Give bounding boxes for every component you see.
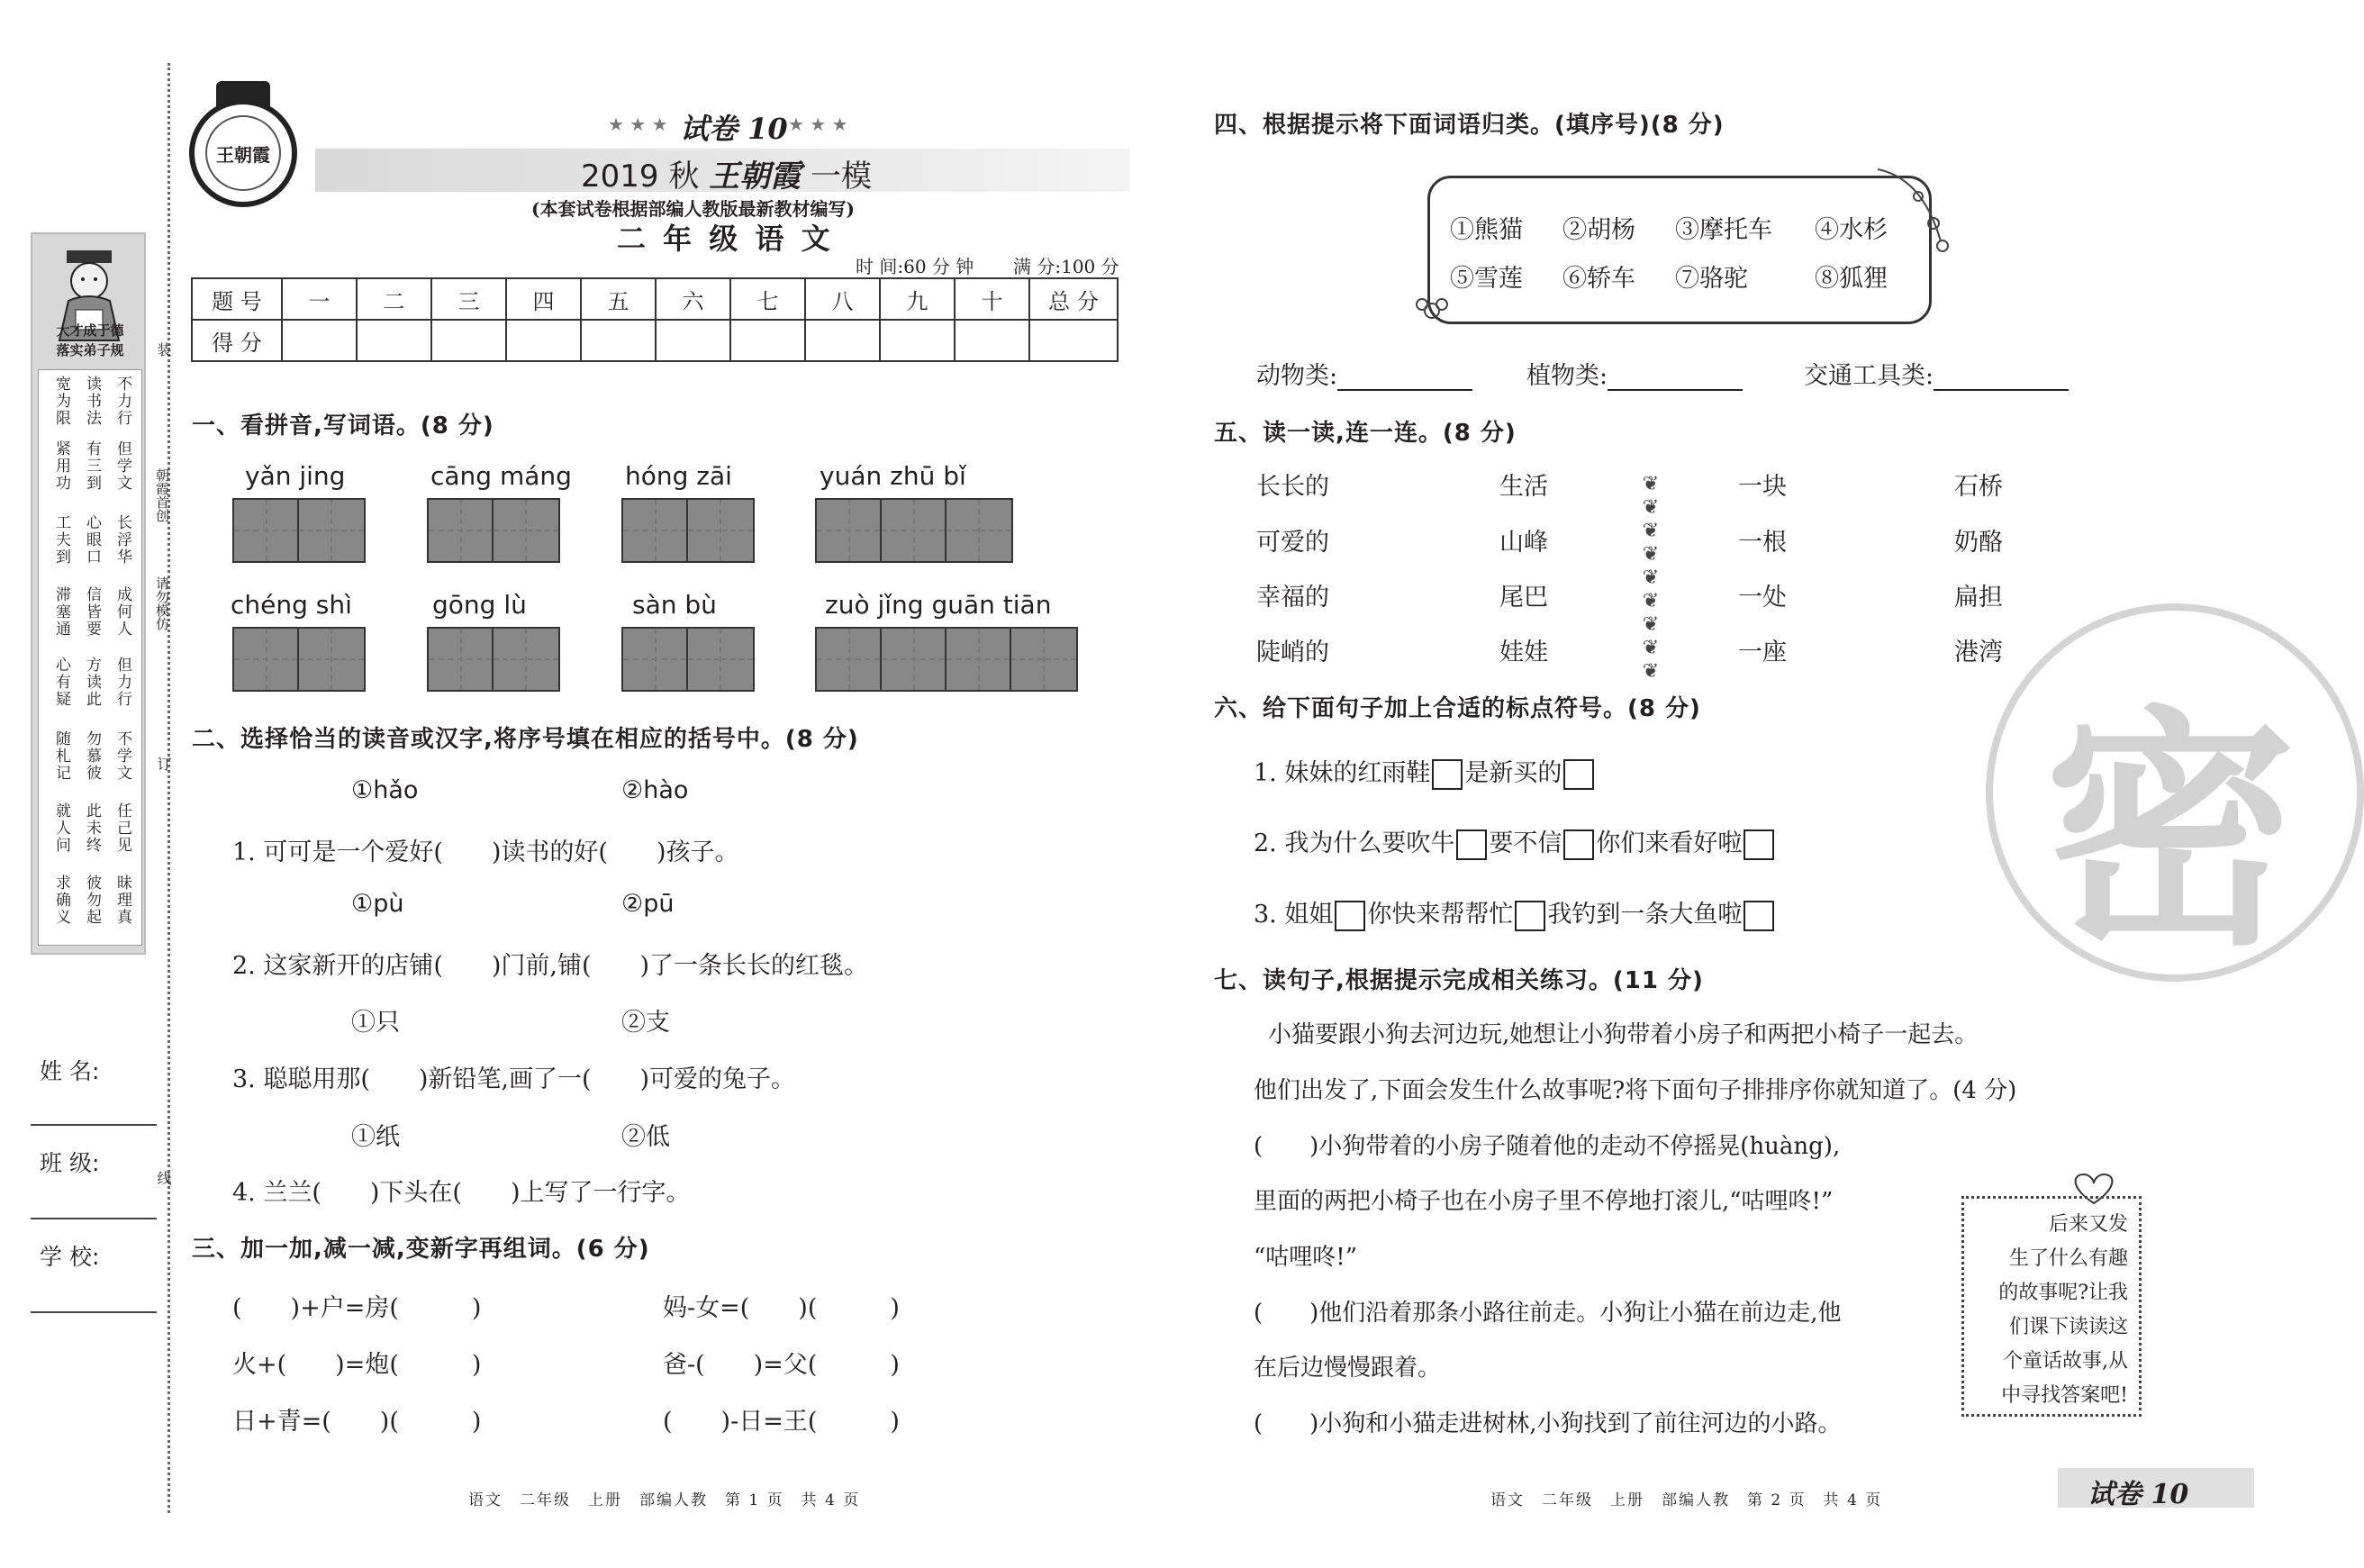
punct-box[interactable]	[1456, 829, 1487, 860]
match-item[interactable]: 山峰	[1499, 529, 1548, 557]
sentence-part: 2. 我为什么要吹牛	[1254, 829, 1455, 857]
match-item[interactable]: 石桥	[1954, 473, 2003, 501]
grade-subject: 二 年 级 语 文	[617, 222, 834, 256]
title-brand: 王朝霞	[709, 159, 802, 195]
q3-item[interactable]: 日+青=( )( )	[232, 1408, 482, 1436]
rule-col: 长浮华	[113, 514, 131, 566]
word-bank-box	[1427, 176, 1932, 324]
sentence-part: 3. 姐姐	[1254, 901, 1334, 929]
match-item[interactable]: 可爱的	[1256, 529, 1329, 557]
q2-option: ①pù	[351, 890, 404, 918]
col-header: 一	[282, 278, 357, 320]
col-header: 七	[730, 278, 805, 320]
match-item[interactable]: 一根	[1738, 529, 1787, 557]
writing-grid[interactable]	[427, 498, 560, 563]
q3-item[interactable]: ( )-日=王( )	[663, 1408, 900, 1436]
tip-line: 们课下读读这	[2008, 1316, 2128, 1338]
motto-line-1: 大才成于德	[56, 322, 124, 339]
seal-mark-original: 朝霞首创	[154, 468, 170, 522]
binding-dotted-line	[168, 63, 170, 1513]
score-cell[interactable]	[656, 320, 730, 361]
rule-col: 滞塞通	[52, 586, 70, 638]
pinyin: gōng lù	[432, 590, 527, 620]
pinyin: cāng máng	[430, 461, 572, 491]
rule-col: 就人问	[52, 802, 70, 854]
sentence-part: 是新买的	[1464, 759, 1562, 787]
answer-blank[interactable]	[1934, 367, 2069, 391]
match-item[interactable]: 长长的	[1256, 473, 1329, 501]
q7-line: “咕哩咚!”	[1254, 1244, 1358, 1271]
score-cell[interactable]	[880, 320, 955, 361]
sentence-part: 你快来帮帮忙	[1367, 901, 1514, 929]
logo-text: 王朝霞	[205, 115, 281, 191]
score-table	[191, 277, 1119, 362]
word-item: ⑦骆驼	[1675, 265, 1748, 293]
punct-box[interactable]	[1563, 829, 1594, 860]
pinyin: sàn bù	[632, 590, 717, 620]
punct-box[interactable]	[1335, 901, 1365, 931]
sentence-part: 你们来看好啦	[1596, 829, 1743, 857]
match-item[interactable]: 一处	[1738, 584, 1787, 612]
q2-heading: 二、选择恰当的读音或汉字,将序号填在相应的括号中。(8 分)	[192, 726, 859, 753]
q7-heading: 七、读句子,根据提示完成相关练习。(11 分)	[1214, 967, 1704, 994]
word-item: ⑤雪莲	[1450, 265, 1523, 293]
rule-col: 工夫到	[52, 514, 70, 566]
col-header: 三	[431, 278, 506, 320]
title-prefix: 2019 秋	[581, 159, 700, 195]
motto-line-2: 落实弟子规	[56, 342, 124, 358]
q2-option: ②支	[621, 1009, 670, 1037]
punct-box[interactable]	[1744, 901, 1774, 931]
rule-col: 信皆要	[83, 586, 101, 638]
match-item[interactable]: 陡峭的	[1256, 639, 1329, 666]
match-item[interactable]: 幸福的	[1256, 584, 1329, 612]
q2-option: ①hǎo	[351, 776, 419, 804]
flower-corner-icon	[1409, 288, 1454, 333]
q4-heading: 四、根据提示将下面词语归类。(填序号)(8 分)	[1214, 112, 1725, 139]
word-item: ③摩托车	[1675, 216, 1772, 244]
rule-col: 任己见	[113, 802, 131, 854]
tip-line: 生了什么有趣	[2008, 1247, 2128, 1270]
vine-divider-icon: ❦ ❦ ❦ ❦ ❦ ❦ ❦ ❦ ❦	[1642, 473, 1660, 683]
rule-col: 心眼口	[83, 514, 101, 566]
category-label: 动物类:	[1256, 362, 1338, 390]
score-cell[interactable]	[282, 320, 357, 361]
word-item: ④水杉	[1815, 216, 1888, 244]
rule-col: 昧理真	[113, 875, 131, 926]
score-cell[interactable]	[357, 320, 431, 361]
seal-mark-zhuang: 装	[155, 342, 172, 357]
badge-label: 试卷 10	[2088, 1479, 2189, 1510]
rule-col: 心有疑	[52, 657, 70, 708]
q2-item[interactable]: 3. 聪聪用那( )新铅笔,画了一( )可爱的兔子。	[232, 1065, 796, 1093]
q2-option: ①只	[351, 1009, 400, 1037]
punct-box[interactable]	[1432, 759, 1463, 790]
pinyin: yǎn jing	[245, 461, 346, 491]
tip-line: 后来又发	[2048, 1213, 2128, 1236]
writing-grid[interactable]	[232, 498, 366, 563]
time-label: 时 间:60 分 钟	[856, 256, 974, 277]
rule-col: 紧用功	[52, 440, 70, 492]
match-item[interactable]: 娃娃	[1499, 639, 1548, 666]
q7-order-item[interactable]: ( )小狗和小猫走进树林,小狗找到了前往河边的小路。	[1254, 1410, 1842, 1437]
col-header: 总 分	[1029, 278, 1118, 320]
rule-col: 有三到	[83, 440, 101, 492]
subtitle: (本套试卷根据部编人教版最新教材编写)	[531, 198, 855, 220]
punct-box[interactable]	[1744, 829, 1774, 860]
rule-col: 成何人	[113, 586, 131, 638]
brand-logo	[189, 99, 297, 207]
school-label: 学 校:	[40, 1244, 100, 1270]
q2-option: ①纸	[351, 1123, 400, 1151]
q3-item[interactable]: 妈-女=( )( )	[663, 1294, 900, 1322]
sentence-part: 1. 妹妹的红雨鞋	[1254, 759, 1431, 787]
score-cell[interactable]	[1029, 320, 1118, 361]
q2-item[interactable]: 4. 兰兰( )下头在( )上写了一行字。	[232, 1179, 691, 1207]
col-header: 十	[955, 278, 1029, 320]
score-cell[interactable]	[581, 320, 656, 361]
rules-panel	[38, 369, 142, 946]
col-header: 六	[656, 278, 730, 320]
rule-col: 但学文	[113, 440, 131, 492]
q3-item[interactable]: 火+( )=炮( )	[232, 1351, 482, 1379]
school-input-line[interactable]	[31, 1311, 157, 1313]
series-label: 试卷 10	[680, 112, 788, 146]
col-header: 九	[880, 278, 955, 320]
writing-grid[interactable]	[621, 627, 755, 692]
rule-col: 不学文	[113, 730, 131, 782]
name-input-line[interactable]	[31, 1124, 157, 1126]
sentence-part: 我钓到一条大鱼啦	[1547, 901, 1743, 929]
seal-mark-xian: 线	[155, 1171, 172, 1185]
category-label: 交通工具类:	[1804, 362, 1934, 390]
match-item[interactable]: 一座	[1738, 639, 1787, 666]
rule-col: 读书法	[83, 376, 101, 427]
category-plants[interactable]	[1526, 356, 1743, 391]
word-item: ①熊猫	[1450, 216, 1523, 244]
q2-option: ②低	[621, 1123, 670, 1151]
pinyin: zuò jǐng guān tiān	[825, 590, 1052, 620]
q7-line: 小猫要跟小狗去河边玩,她想让小狗带着小房子和两把小椅子一起去。	[1268, 1021, 1979, 1048]
answer-blank[interactable]	[1608, 367, 1743, 391]
answer-blank[interactable]	[1337, 367, 1472, 391]
punct-box[interactable]	[1515, 901, 1545, 931]
word-item: ⑥轿车	[1562, 265, 1635, 293]
tip-line: 中寻找答案吧!	[2001, 1384, 2128, 1407]
row-label: 题 号	[192, 278, 282, 320]
q7-line: 在后边慢慢跟着。	[1254, 1355, 1442, 1382]
q6-sentence-3	[1254, 894, 1776, 931]
match-item[interactable]: 一块	[1738, 473, 1787, 501]
marks-label: 满 分:100 分	[1013, 256, 1119, 277]
pinyin: chéng shì	[231, 590, 352, 620]
word-item: ⑧狐狸	[1815, 265, 1888, 293]
category-label: 植物类:	[1526, 362, 1608, 390]
writing-grid[interactable]	[427, 627, 560, 692]
q6-sentence-2	[1254, 823, 1776, 860]
motto-sidebar	[31, 232, 146, 955]
pinyin: yuán zhū bǐ	[820, 461, 966, 491]
rule-col: 不力行	[113, 376, 131, 427]
col-header: 五	[581, 278, 656, 320]
col-header: 四	[506, 278, 581, 320]
writing-grid[interactable]	[232, 627, 366, 692]
score-cell[interactable]	[805, 320, 880, 361]
pinyin: hóng zāi	[625, 461, 732, 491]
writing-grid[interactable]	[621, 498, 755, 563]
q2-item[interactable]: 1. 可可是一个爱好( )读书的好( )孩子。	[232, 838, 739, 866]
tip-line: 的故事呢?让我	[1998, 1282, 2128, 1304]
score-cell[interactable]	[955, 320, 1029, 361]
word-item: ②胡杨	[1562, 216, 1635, 244]
q2-option: ②pū	[621, 890, 675, 918]
match-item[interactable]: 生活	[1499, 473, 1548, 501]
col-header: 二	[357, 278, 431, 320]
confidential-stamp: 密	[2044, 686, 2296, 980]
rule-col: 方读此	[83, 657, 101, 708]
q1-heading: 一、看拼音,写词语。(8 分)	[192, 412, 494, 440]
category-vehicles[interactable]	[1804, 356, 2069, 391]
main-title	[581, 151, 872, 195]
q3-item[interactable]: ( )+户=房( )	[232, 1294, 482, 1322]
q7-line: 他们出发了,下面会发生什么故事呢?将下面句子排排序你就知道了。(4 分)	[1254, 1077, 2017, 1104]
rule-col: 宽为限	[52, 376, 70, 427]
q2-option: ②hào	[621, 776, 689, 804]
reading-tip-box	[1961, 1196, 2142, 1417]
col-header: 八	[805, 278, 880, 320]
punct-box[interactable]	[1563, 759, 1594, 790]
rule-col: 但力行	[113, 657, 131, 708]
q6-sentence-1	[1254, 753, 1596, 790]
score-cell[interactable]	[431, 320, 506, 361]
rule-col: 勿慕彼	[83, 730, 101, 782]
rule-col: 彼勿起	[83, 875, 101, 926]
category-animals[interactable]	[1256, 356, 1472, 391]
q5-heading: 五、读一读,连一连。(8 分)	[1214, 420, 1517, 447]
q7-order-item[interactable]: ( )他们沿着那条小路往前走。小狗让小猫在前边走,他	[1254, 1300, 1842, 1327]
match-item[interactable]: 扁担	[1954, 584, 2003, 612]
seal-mark-nocopy: 请勿模仿	[154, 576, 170, 630]
rule-col: 求确义	[52, 875, 70, 926]
q7-line: 里面的两把小椅子也在小房子里不停地打滚儿,“咕哩咚!”	[1254, 1188, 1834, 1215]
class-label: 班 级:	[40, 1150, 100, 1176]
class-input-line[interactable]	[31, 1218, 157, 1219]
row-label: 得 分	[192, 320, 282, 361]
title-suffix: 一模	[810, 159, 872, 195]
match-item[interactable]: 奶酪	[1954, 529, 2003, 557]
writing-grid[interactable]	[815, 498, 1013, 563]
match-item[interactable]: 港湾	[1954, 639, 2003, 666]
score-cell[interactable]	[506, 320, 581, 361]
q6-heading: 六、给下面句子加上合适的标点符号。(8 分)	[1214, 695, 1701, 722]
q3-heading: 三、加一加,减一减,变新字再组词。(6 分)	[192, 1236, 650, 1263]
rule-col: 随札记	[52, 730, 70, 782]
match-item[interactable]: 尾巴	[1499, 584, 1548, 612]
stars-left: ★ ★ ★	[608, 113, 668, 135]
q7-order-item[interactable]: ( )小狗带着的小房子随着他的走动不停摇晃(huàng),	[1254, 1133, 1841, 1160]
sentence-part: 要不信	[1489, 829, 1562, 857]
footer-left: 语文 二年级 上册 部编人教 第 1 页 共 4 页	[468, 1491, 861, 1509]
q2-item[interactable]: 2. 这家新开的店铺( )门前,铺( )了一条长长的红毯。	[232, 952, 869, 980]
stars-right: ★ ★ ★	[788, 113, 848, 135]
score-cell[interactable]	[730, 320, 805, 361]
writing-grid[interactable]	[815, 627, 1078, 692]
rule-col: 此未终	[83, 802, 101, 854]
tip-line: 个童话故事,从	[2003, 1350, 2128, 1373]
name-label: 姓 名:	[40, 1058, 100, 1084]
seal-mark-ding: 订	[155, 757, 172, 771]
footer-right: 语文 二年级 上册 部编人教 第 2 页 共 4 页	[1490, 1491, 1883, 1509]
q3-item[interactable]: 爸-( )=父( )	[663, 1351, 900, 1379]
